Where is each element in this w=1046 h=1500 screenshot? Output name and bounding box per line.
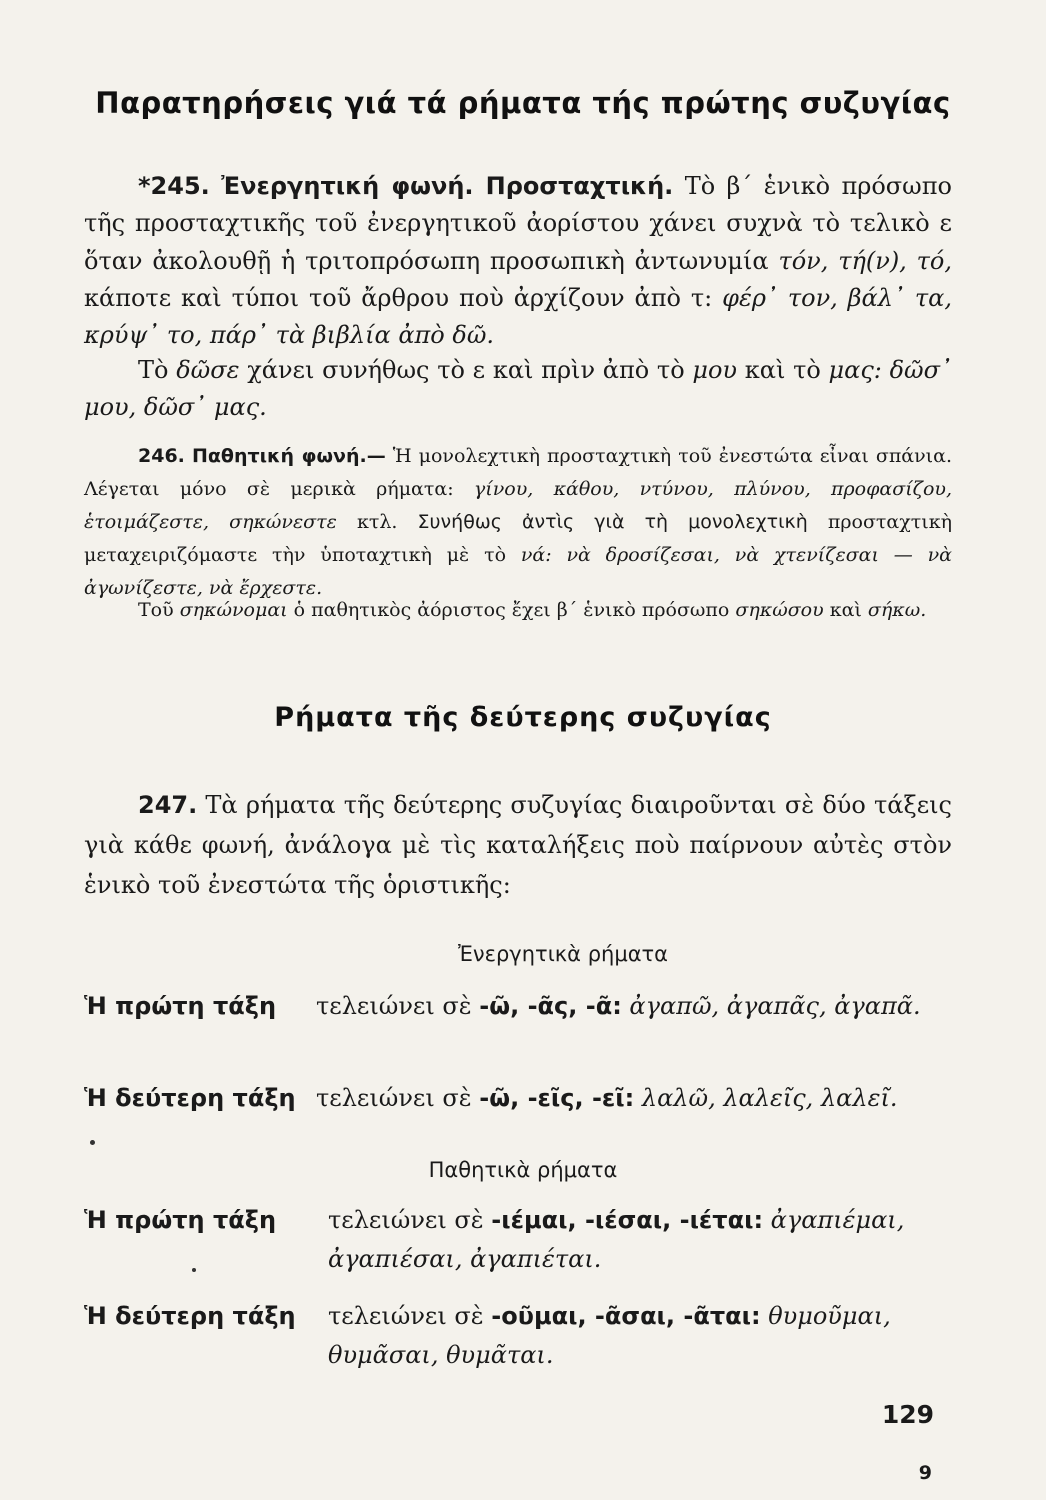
stray-dot	[192, 1268, 196, 1272]
signature-mark: 9	[918, 1462, 932, 1484]
class-description: τελειώνει σὲ -ῶ, -εῖς, -εῖ: λαλῶ, λαλεῖς, λαλεῖ.	[316, 1084, 898, 1112]
class-description: τελειώνει σὲ -ῶ, -ᾶς, -ᾶ: ἀγαπῶ, ἀγαπᾶς, ἀγαπᾶ.	[316, 992, 921, 1020]
paragraph-245-continued: Τὸ δῶσε χάνει συνήθως τὸ ε καὶ πρὶν ἀπὸ τὸ μου καὶ τὸ μας: δῶσ᾽ μου, δῶσ᾽ μας.	[84, 356, 952, 422]
class-label: Ἡ πρώτη τάξη	[84, 1206, 277, 1234]
class-description: τελειώνει σὲ -ιέμαι, -ιέσαι, -ιέται: ἀγαπιέμαι, ἀγαπιέσαι, ἀγαπιέται.	[328, 1206, 905, 1273]
passive-verbs-subheading: Παθητικὰ ρήματα	[428, 1158, 618, 1182]
class-label: Ἡ δεύτερη τάξη	[84, 1084, 296, 1112]
stray-dot	[90, 1140, 95, 1145]
paragraph-number: 247.	[138, 791, 198, 819]
active-verbs-subheading: Ἐνεργητικὰ ρήματα	[457, 942, 669, 966]
paragraph-246-continued: Τοῦ σηκώνομαι ὁ παθητικὸς ἀόριστος ἔχει β΄ ἑνικὸ πρόσωπο σηκώσου καὶ σήκω.	[138, 599, 927, 621]
paragraph-245: *245. Ἐνεργητική φωνή. Προσταχτική. Τὸ β΄ ἑνικὸ πρόσωπο τῆς προσταχτικῆς τοῦ ἐνεργητικοῦ ἀορίστου χάνει συχνὰ τὸ τελικὸ ε ὅταν ἀκολουθῇ ἡ τριτοπρόσωπη προσωπικὴ ἀντωνυμία τόν, τή(ν), τό, κάποτε καὶ τύποι τοῦ ἄρθρου ποὺ ἀρχίζουν ἀπὸ τ: φέρ᾽ τον, βάλ᾽ τα, κρύψ᾽ το, πάρ᾽ τὰ βιβλία ἀπὸ δῶ.	[84, 172, 952, 350]
paragraph-title: Ἐνεργητική φωνή. Προσταχτική.	[221, 172, 674, 200]
class-label: Ἡ πρώτη τάξη	[84, 992, 277, 1020]
page-number: 129	[881, 1400, 934, 1429]
paragraph-247: 247. Τὰ ρήματα τῆς δεύτερης συζυγίας διαιροῦνται σὲ δύο τάξεις γιὰ κάθε φωνή, ἀνάλογα μὲ τὶς καταλήξεις ποὺ παίρνουν αὐτὲς στὸν ἑνικὸ τοῦ ἐνεστώτα τῆς ὁριστικῆς:	[84, 791, 952, 899]
class-label: Ἡ δεύτερη τάξη	[84, 1302, 296, 1330]
section-heading-second-conjugation: Ρήματα τῆς δεύτερης συζυγίας	[274, 702, 772, 733]
section-heading-first-conjugation: Παρατηρήσεις γιά τά ρήματα τής πρώτης συζυγίας	[95, 86, 951, 120]
paragraph-number: *245.	[138, 172, 210, 200]
paragraph-number: 246.	[138, 445, 185, 467]
class-description: τελειώνει σὲ -οῦμαι, -ᾶσαι, -ᾶται: θυμοῦμαι, θυμᾶσαι, θυμᾶται.	[328, 1302, 891, 1369]
paragraph-title: Παθητική φωνή.—	[191, 445, 386, 467]
paragraph-246: 246. Παθητική φωνή.— Ἡ μονολεχτικὴ προσταχτικὴ τοῦ ἐνεστώτα εἶναι σπάνια. Λέγεται μόνο σὲ μερικὰ ρήματα: γίνου, κάθου, ντύνου, πλύνου, προφασίζου, ἑτοιμάζεστε, σηκώνεστε κτλ. Συνήθως ἀντὶς γιὰ τὴ μονολεχτικὴ προσταχτικὴ μεταχειριζόμαστε τὴν ὑποταχτικὴ μὲ τὸ νά: νὰ δροσίζεσαι, νὰ χτενίζεσαι — νὰ ἀγωνίζεστε, νὰ ἔρχεστε.	[84, 445, 953, 599]
